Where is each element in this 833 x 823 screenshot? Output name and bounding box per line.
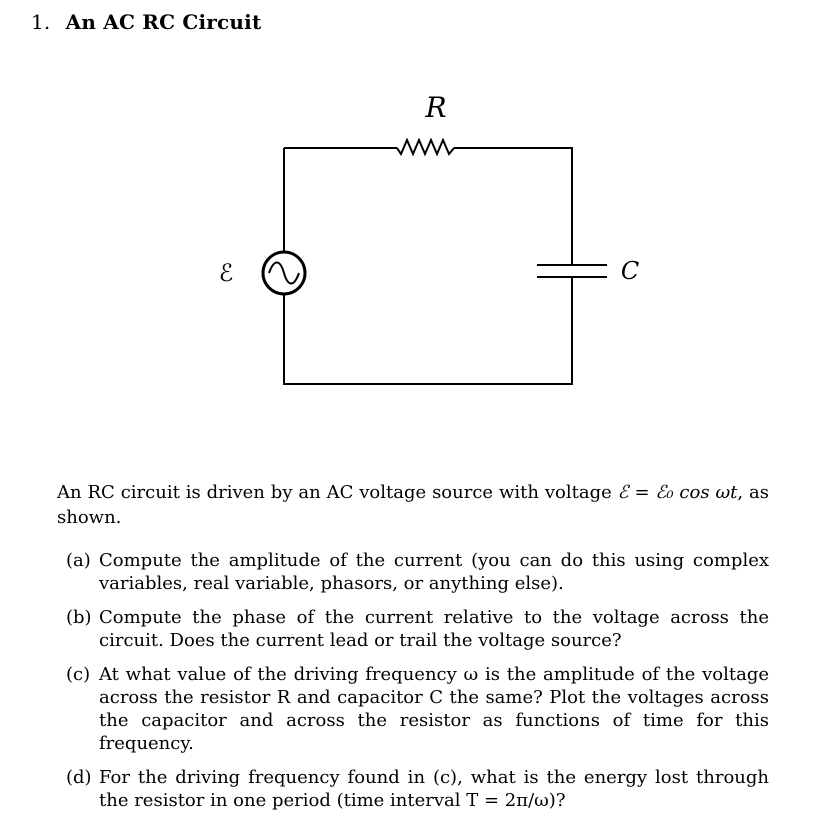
part-label: (b) [66,607,92,628]
part-d [57,766,769,812]
voltage-equation: ℰ = ℰ₀ cos ωt [617,482,738,503]
sine-wave-icon [269,263,299,284]
part-text: Compute the phase of the current relative to the voltage across the circuit. Does the current lead or trail the voltage source? [99,607,769,651]
part-text: At what value of the driving frequency ω is the amplitude of the voltage across the resistor R and capacitor C the same? Plot the voltages across the capacitor and across the resistor as functions of time for this frequency. [99,664,769,754]
part-a [57,549,769,595]
intro-text-before: An RC circuit is driven by an AC voltage source with voltage [57,482,618,503]
parts-list [57,549,769,823]
part-label: (d) [66,767,92,788]
intro-paragraph [57,480,769,530]
problem-title: An AC RC Circuit [65,10,262,34]
problem-number: 1. [31,10,51,34]
capacitor-label: C [620,257,640,285]
part-text: For the driving frequency found in (c), what is the energy lost through the resistor in one period (time interval T = 2π/ω)? [99,767,769,811]
part-text: Compute the amplitude of the current (you can do this using complex variables, real variable, phasors, or anything else). [99,550,769,594]
source-label: ℰ [218,259,234,287]
resistor-label: R [425,91,447,124]
left-wire-bottom [284,277,572,384]
circuit-diagram [190,80,650,400]
part-c [57,663,769,755]
intro-text-after: , as shown. [57,482,769,528]
top-wire-right [454,148,572,265]
resistor-zigzag [397,140,454,154]
part-label: (a) [66,550,91,571]
part-b [57,606,769,652]
problem-heading [31,10,261,34]
part-label: (c) [66,664,91,685]
